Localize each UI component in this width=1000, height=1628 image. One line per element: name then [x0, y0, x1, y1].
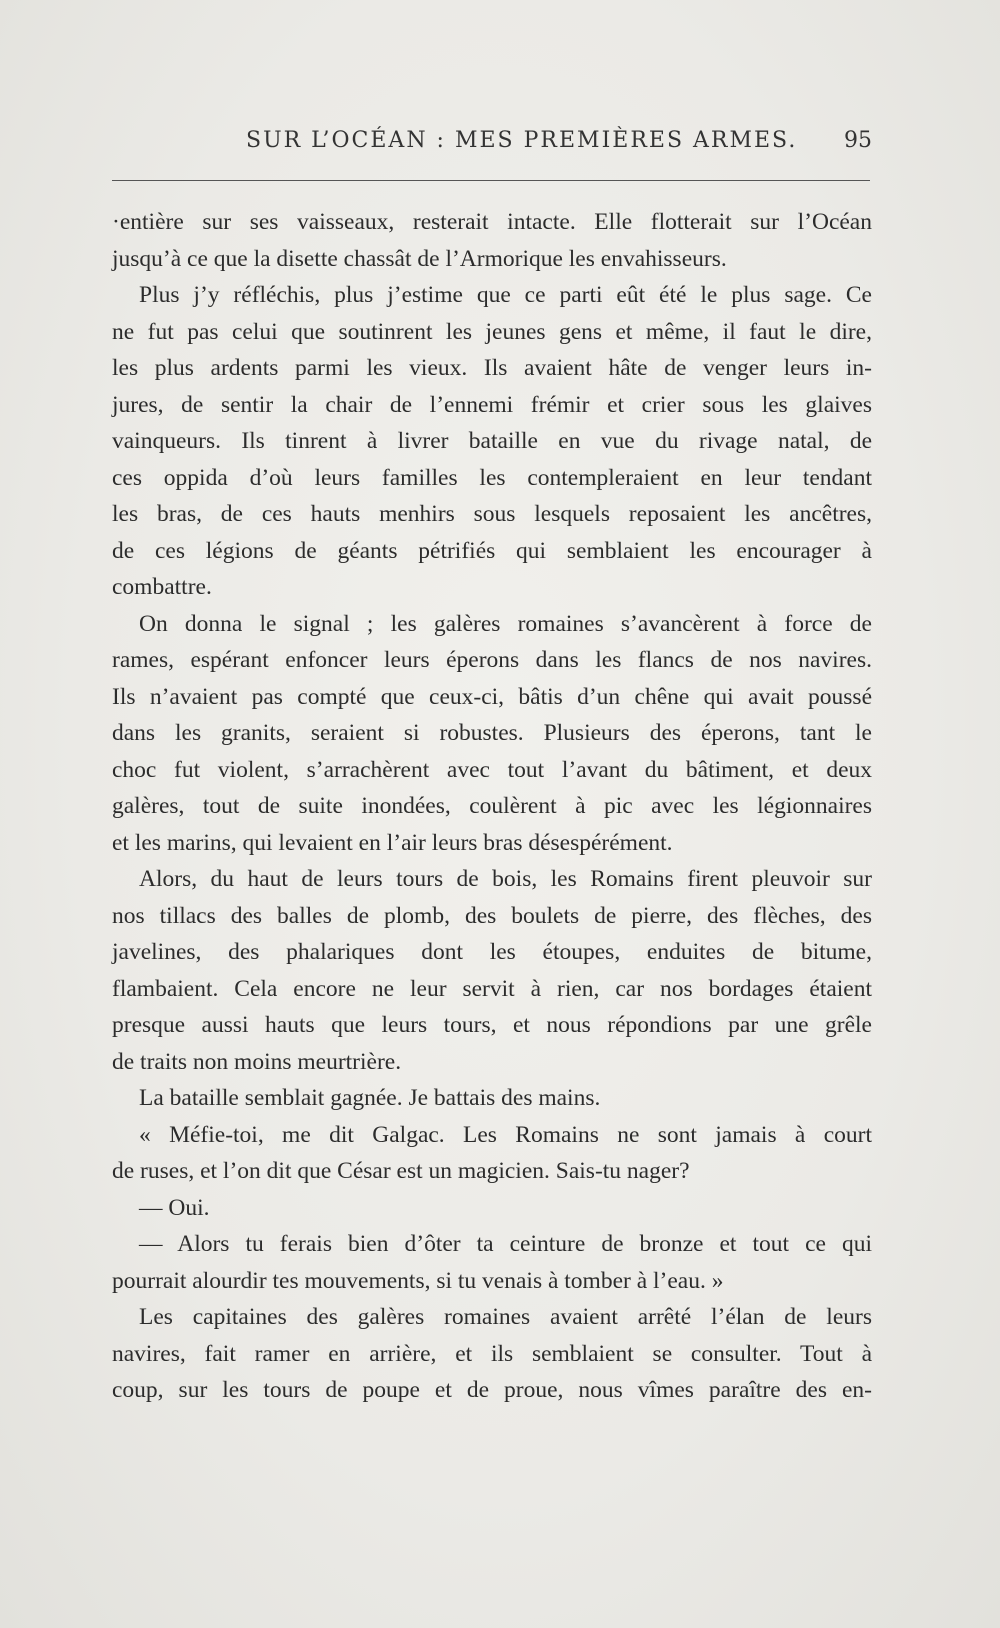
text-line: ces oppida d’où leurs familles les contempleraient en leur tendant	[112, 464, 872, 491]
text-line: Ils n’avaient pas compté que ceux-ci, bâtis d’un chêne qui avait poussé	[112, 683, 872, 710]
text-line: pourrait alourdir tes mouvements, si tu venais à tomber à l’eau. »	[112, 1267, 724, 1294]
text-line: les bras, de ces hauts menhirs sous lesquels reposaient les ancêtres,	[112, 501, 872, 527]
text-line: de traits non moins meurtrière.	[112, 1048, 402, 1075]
text-line: Les capitaines des galères romaines avaient arrêté l’élan de leurs	[139, 1304, 872, 1330]
text-line: — Oui.	[139, 1194, 210, 1221]
text-line: vainqueurs. Ils tinrent à livrer bataille en vue du rivage natal, de	[112, 428, 872, 454]
page-number: 95	[844, 128, 872, 153]
running-title: SUR L’OCÉAN : MES PREMIÈRES ARMES.	[246, 128, 798, 153]
text-line: et les marins, qui levaient en l’air leurs bras désespérément.	[112, 829, 673, 856]
text-line: jusqu’à ce que la disette chassât de l’Armorique les envahisseurs.	[112, 245, 727, 272]
text-line: Plus j’y réfléchis, plus j’estime que ce parti eût été le plus sage. Ce	[139, 282, 872, 308]
text-line: flambaient. Cela encore ne leur servit à rien, car nos bordages étaient	[112, 975, 872, 1002]
text-line: « Méfie-toi, me dit Galgac. Les Romains ne sont jamais à court	[139, 1121, 872, 1148]
text-line: dans les granits, seraient si robustes. Plusieurs des éperons, tant le	[112, 720, 872, 746]
text-line: — Alors tu ferais bien d’ôter ta ceinture de bronze et tout ce qui	[139, 1231, 872, 1257]
text-line: choc fut violent, s’arrachèrent avec tout l’avant du bâtiment, et deux	[112, 756, 872, 783]
running-head	[0, 128, 1000, 162]
text-line: javelines, des phalariques dont les étoupes, enduites de bitume,	[112, 939, 872, 965]
text-line: nos tillacs des balles de plomb, des boulets de pierre, des flèches, des	[112, 902, 872, 929]
body-text	[112, 204, 872, 1409]
text-line: combattre.	[112, 574, 212, 600]
header-rule	[112, 180, 870, 181]
text-line: ne fut pas celui que soutinrent les jeunes gens et même, il faut le dire,	[112, 318, 872, 345]
text-line: presque aussi hauts que leurs tours, et nous répondions par une grêle	[112, 1012, 872, 1038]
text-line: rames, espérant enfoncer leurs éperons dans les flancs de nos navires.	[112, 647, 872, 673]
text-line: jures, de sentir la chair de l’ennemi frémir et crier sous les glaives	[112, 391, 872, 418]
text-line: ·entière sur ses vaisseaux, resterait intacte. Elle flotterait sur l’Océan	[112, 209, 872, 235]
text-line: de ces légions de géants pétrifiés qui semblaient les encourager à	[112, 537, 872, 564]
text-line: coup, sur les tours de poupe et de proue, nous vîmes paraître des en-	[112, 1377, 872, 1403]
text-line: les plus ardents parmi les vieux. Ils avaient hâte de venger leurs in-	[112, 355, 872, 381]
text-line: galères, tout de suite inondées, coulèrent à pic avec les légionnaires	[112, 793, 872, 819]
text-line: navires, fait ramer en arrière, et ils semblaient se consulter. Tout à	[112, 1340, 872, 1367]
text-line: de ruses, et l’on dit que César est un magicien. Sais-tu nager?	[112, 1158, 690, 1184]
text-line: Alors, du haut de leurs tours de bois, les Romains firent pleuvoir sur	[139, 866, 872, 892]
text-line: La bataille semblait gagnée. Je battais des mains.	[139, 1085, 601, 1111]
text-line: On donna le signal ; les galères romaines s’avancèrent à force de	[139, 610, 872, 637]
